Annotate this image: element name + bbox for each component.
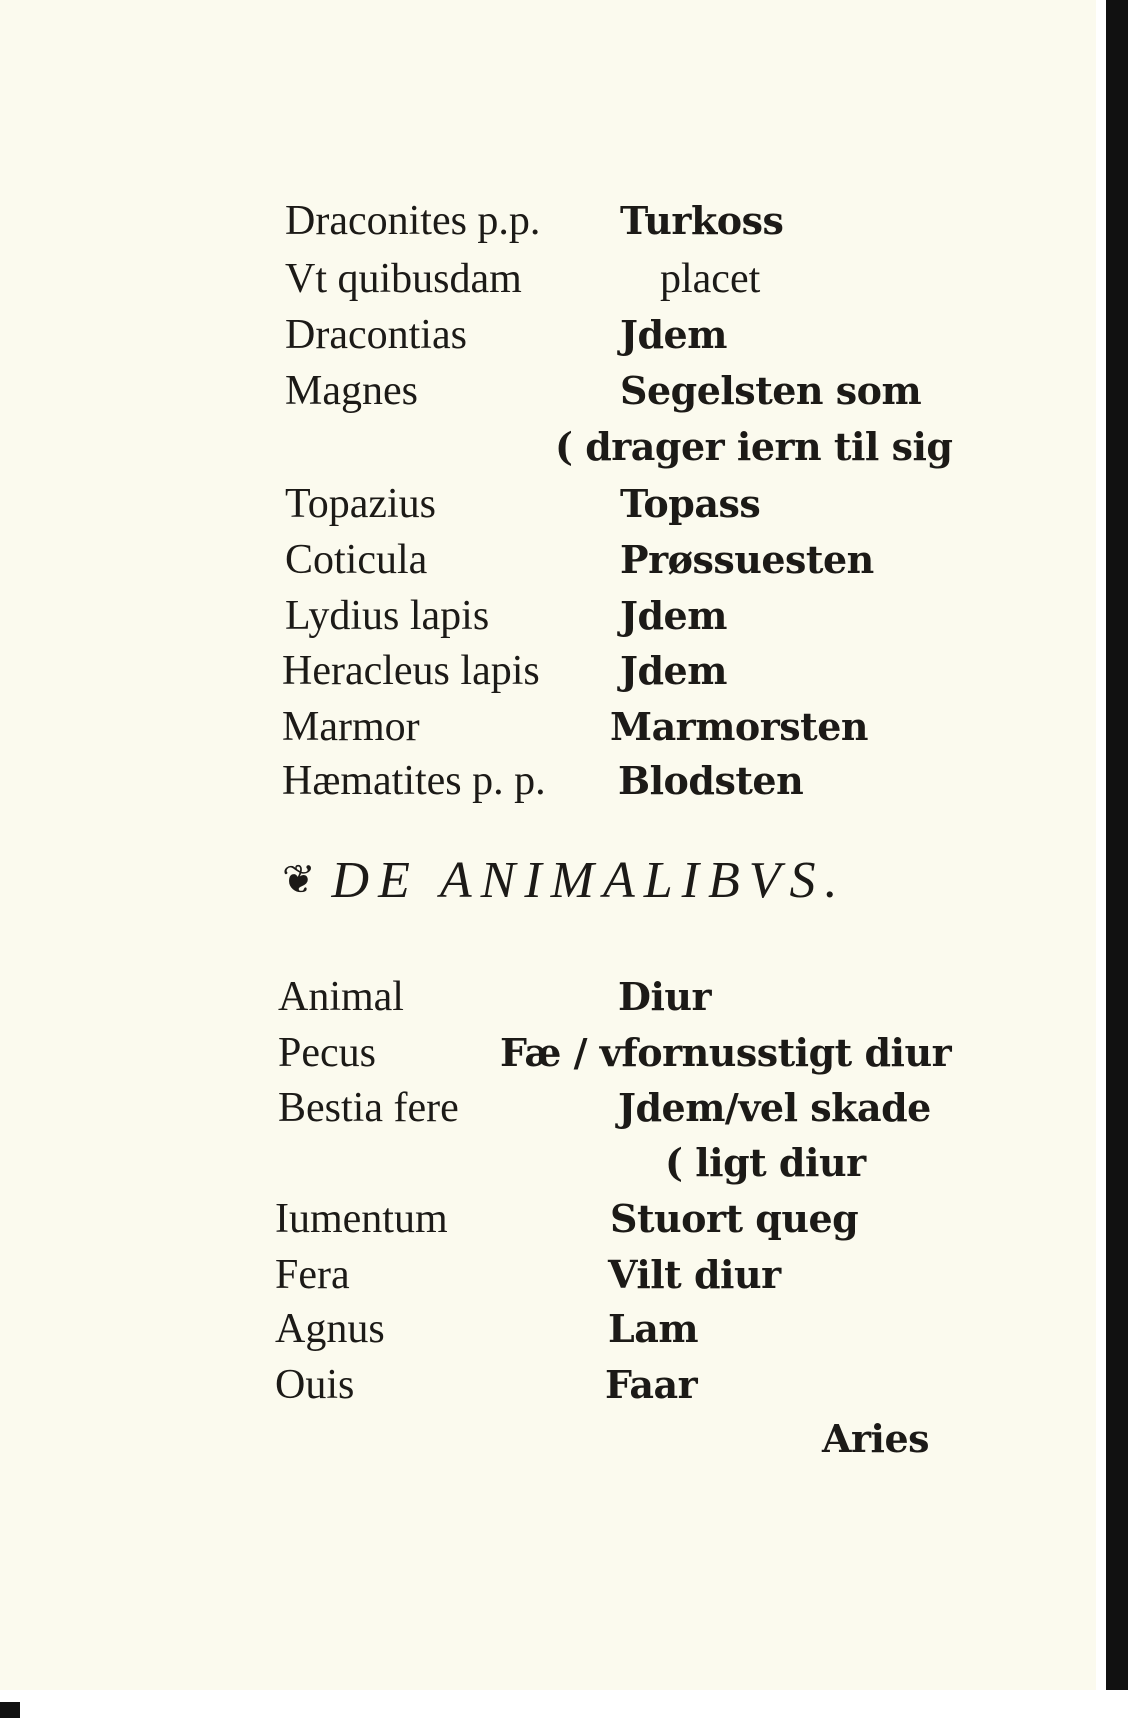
section-title: DE ANIMALIBVS. [331, 852, 847, 909]
latin-term: Vt quibusdam [285, 256, 522, 302]
section-heading [282, 852, 847, 909]
vernacular-term: Prøssuesten [620, 537, 874, 582]
vernacular-term: Segelsten som [620, 368, 922, 413]
latin-term: Marmor [282, 704, 420, 750]
latin-term: Agnus [275, 1306, 385, 1352]
vernacular-term: Vilt diur [608, 1252, 781, 1297]
scan-edge-right [1096, 0, 1128, 1718]
latin-term: Ouis [275, 1362, 355, 1408]
vernacular-term: placet [660, 256, 761, 302]
vernacular-term: Blodsten [618, 758, 804, 803]
latin-term: Coticula [285, 537, 428, 583]
catchword: Aries [822, 1416, 930, 1461]
vernacular-term: Jdem [620, 648, 727, 693]
vernacular-term: Faar [605, 1362, 698, 1407]
latin-term: Magnes [285, 368, 418, 414]
vernacular-term: Jdem/vel skade [618, 1085, 931, 1130]
vernacular-term: Marmorsten [610, 704, 869, 749]
vernacular-term: Lam [608, 1306, 699, 1351]
latin-term: Iumentum [275, 1196, 448, 1242]
fleuron-ornament-icon: ❦ [282, 857, 316, 902]
latin-term: Fera [275, 1252, 350, 1298]
vernacular-term: Jdem [620, 312, 727, 357]
vernacular-continuation: ( ligt diur [665, 1140, 866, 1185]
latin-term: Pecus [278, 1030, 376, 1076]
vernacular-term: Jdem [620, 593, 727, 638]
latin-term: Lydius lapis [285, 593, 490, 639]
vernacular-term: Diur [618, 974, 712, 1019]
vernacular-term: Topass [620, 481, 761, 526]
vernacular-term: Fæ / vfornusstigt diur [500, 1030, 952, 1075]
latin-term: Heracleus lapis [282, 648, 540, 694]
latin-term: Topazius [285, 481, 437, 527]
vernacular-term: Turkoss [620, 198, 784, 243]
scan-edge-bottom [0, 1690, 1128, 1718]
vernacular-term: Stuort queg [610, 1196, 859, 1241]
latin-term: Bestia fere [278, 1085, 459, 1131]
latin-term: Animal [278, 974, 404, 1020]
vernacular-continuation: ( drager iern til sig [555, 424, 953, 469]
latin-term: Dracontias [285, 312, 467, 358]
latin-term: Hæmatites p. p. [282, 758, 546, 804]
latin-term: Draconites p.p. [285, 198, 541, 244]
